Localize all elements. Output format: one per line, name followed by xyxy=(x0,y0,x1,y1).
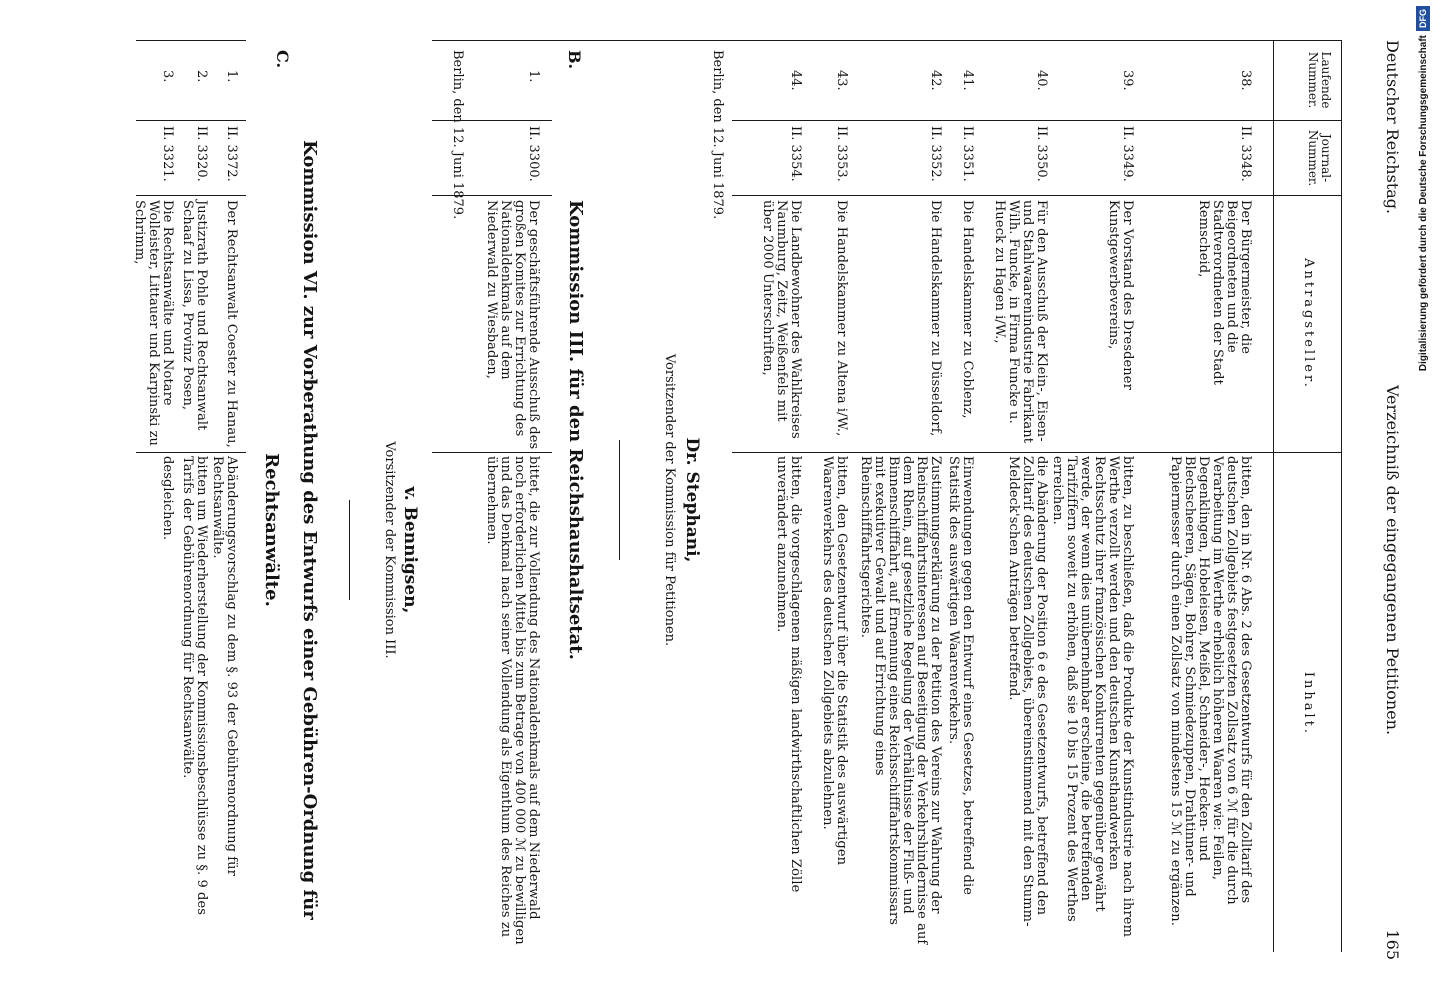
antragsteller-cell: Der geschäftsführende Ausschuß des großen Komites zur Errichtung des Nationaldenkmals auf dem Niederwald zu Wiesbaden, xyxy=(484,200,541,450)
row-number: 42. xyxy=(928,70,943,91)
table-row xyxy=(858,40,946,952)
journal-number: II. 3352. xyxy=(928,126,943,182)
antragsteller-cell: Die Landbewohner des Wahlkreises Naumburg, Zeitz, Weißenfels mit über 2000 Unterschriften, xyxy=(760,200,803,439)
inhalt-cell: desgleichen. xyxy=(160,456,175,541)
table-top-rule xyxy=(1341,40,1342,952)
inhalt-cell: Abänderungsvorschlag zu dem §. 93 der Gebührenordnung für Rechtsanwälte. xyxy=(210,456,239,876)
inhalt-cell: bitten um Wiederherstellung der Kommissionsbeschlüsse zu §. 9 des Tarifs der Gebührenordnung für Rechtsanwälte. xyxy=(180,456,209,916)
inhalt-cell: bittet, die zur Vollendung des Nationaldenkmals auf dem Niederwald noch erforderlichen Mittel bis zum Betrage von 400 000 ℳ zu bewilligen und das Denkmal nach seiner Vollendung als Eigenthum des Reiches zu übernehmen. xyxy=(484,456,541,945)
table-row xyxy=(1144,40,1264,952)
journal-number: II. 3353. xyxy=(834,126,849,182)
column-header-antragsteller: Antragsteller. xyxy=(1301,258,1316,390)
antragsteller-cell: Die Handelskammer zu Altena i/W., xyxy=(834,200,849,437)
antragsteller-cell: Die Handelskammer zu Coblenz, xyxy=(960,200,975,419)
inhalt-cell: bitten, zu beschließen, daß die Produkte der Kunstindustrie nach ihrem Werthe verzollt werden und den deutschen Kunsthandwerken Rechtsschutz ihrer französischen Konkurrenten gegenüber gewährt werde, der wenn dies unübernehmbar erscheine, die betreffenden Tarifziffern soweit zu erhöhen, daß sie 10 bis 15 Prozent des Werthes erreichen. xyxy=(1050,456,1135,937)
section-a-date: Berlin, den 12. Juni 1879. xyxy=(710,50,725,220)
section-b-signature-role: Vorsitzender der Kommission III. xyxy=(382,441,397,659)
row-number: 1. xyxy=(526,70,541,83)
table-row xyxy=(742,40,806,952)
column-header-journal: Journal-Nummer. xyxy=(1306,129,1333,187)
inhalt-cell: Zustimmungserklärung zu der Petition des Vereins zur Wahrung der Rheinschifffahrtsinteressen auf Beseitigung der Verkehrshindernisse auf dem Rhein, auf gesetzliche Regelung der Verhältnisse der Fluß- und Binnenschifffahrt, auf Ernennung eines Reichsschifffahrtskommissars mit exekutiver Gewalt und auf Errichtung eines Rheinschifffahrtsgerichtes. xyxy=(858,456,943,945)
table-row xyxy=(178,40,210,952)
section-b-signature-name: v. Bennigsen, xyxy=(400,486,420,614)
journal-number: II. 3350. xyxy=(1034,126,1049,182)
inhalt-cell: Einwendungen gegen den Entwurf eines Gesetzes, betreffend die Statistik des auswärtigen Waarenverkehrs. xyxy=(946,456,975,896)
journal-number: II. 3349. xyxy=(1120,126,1135,182)
inhalt-cell: bitten, die vorgeschlagenen mäßigen landwirthschaftlichen Zölle unverändert anzunehmen. xyxy=(774,456,803,893)
row-number: 2. xyxy=(194,70,209,83)
section-a-signature-name: Dr. Stephani, xyxy=(682,437,702,563)
row-number: 40. xyxy=(1034,70,1049,91)
table-header-rule xyxy=(1273,40,1274,952)
page-number: 165 xyxy=(1383,929,1402,960)
section-b-letter: B. xyxy=(565,50,584,70)
section-c-title-line2: Rechtsanwälte. xyxy=(261,453,282,607)
row-number: 3. xyxy=(160,70,175,83)
row-number: 44. xyxy=(788,70,803,91)
journal-number: II. 3351. xyxy=(960,126,975,182)
journal-number: II. 3354. xyxy=(788,126,803,182)
section-b-title: Kommission III. für den Reichshaushaltsetat. xyxy=(565,200,586,660)
journal-number: II. 3372. xyxy=(224,126,239,182)
row-number: 39. xyxy=(1120,70,1135,91)
section-a-separator xyxy=(619,440,620,560)
inhalt-cell: die Abänderung der Position 6 e des Gesetzentwurfs, betreffend den Zolltarif des deutschen Zollgebiets, übereinstimmend mit den Stumm-Meldeck'schen Anträgen betreffend. xyxy=(1006,456,1049,927)
journal-number: II. 3300. xyxy=(526,126,541,182)
journal-number: II. 3321. xyxy=(160,126,175,182)
digitization-note-text: Digitalisierung gefördert durch die Deutsche Forschungsgemeinschaft xyxy=(1418,35,1429,372)
section-b-separator xyxy=(349,500,350,600)
column-header-laufende: Laufende Nummer. xyxy=(1306,51,1333,109)
table-row xyxy=(132,40,176,952)
antragsteller-cell: Die Handelskammer zu Düsseldorf, xyxy=(928,200,943,437)
row-number: 1. xyxy=(224,70,239,83)
running-header-left: Deutscher Reichstag. xyxy=(1383,40,1402,215)
table-row xyxy=(1042,40,1142,952)
antragsteller-cell: Justizrath Pohle und Rechtsanwalt Schaaf zu Lissa, Provinz Posen, xyxy=(180,200,209,431)
antragsteller-cell: Der Bürgermeister, die Beigeordneten und die Stadtverordneten der Stadt Remscheid, xyxy=(1196,200,1253,385)
table-row xyxy=(944,40,978,952)
table-row xyxy=(464,40,544,952)
table-row xyxy=(212,40,240,952)
antragsteller-cell: Der Vorstand des Dresdener Kunstgewerbevereins, xyxy=(1106,200,1135,390)
row-number: 43. xyxy=(834,70,849,91)
inhalt-cell: bitten, den Gesetzentwurf über die Statistik des auswärtigen Waarenverkehrs des deutschen Zollgebiets abzulehnen. xyxy=(820,456,849,866)
inhalt-cell: bitten, den in Nr. 6 Abs. 2 des Gesetzentwurfs für den Zolltarif des deutschen Zollgebiets festgesetzten Zollsatz von 6 ℳ für die durch Verarbeitung im Werthe erheblich höheren Waaren wie: Feilen, Degenklingen, Hobeleisen, Meißel, Schneider-, Hecken- und Blechscheeren, Sägen, Bohrer, Schmiedezuppen, Drahtinner- und Papiermesser durch einen Zollsatz von mindestens 15 ℳ zu ergänzen. xyxy=(1168,456,1253,926)
journal-number: II. 3348. xyxy=(1238,126,1253,182)
antragsteller-cell: Der Rechtsanwalt Coester zu Hanau, xyxy=(224,200,239,448)
column-header-inhalt: Inhalt. xyxy=(1301,671,1316,737)
dfg-logo: DFG xyxy=(1416,6,1430,31)
journal-number: II. 3320. xyxy=(194,126,209,182)
section-a-signature-role: Vorsitzender der Kommission für Petitionen. xyxy=(662,353,677,647)
section-c-title-line1: Kommission VI. zur Vorberathung des Entwurfs einer Gebühren-Ordnung für xyxy=(299,140,320,920)
table-row xyxy=(810,40,852,952)
running-header-center: Verzeichniß der eingegangenen Petitionen. xyxy=(1383,384,1402,736)
row-number: 41. xyxy=(960,70,975,91)
section-b-date: Berlin, den 12. Juni 1879. xyxy=(450,50,465,220)
section-c-letter: C. xyxy=(273,50,292,69)
antragsteller-cell: Die Rechtsanwälte und Notare Wolleister, Littauer und Karpinski zu Schrimm, xyxy=(132,200,175,447)
antragsteller-cell: Für den Ausschuß der Klein-, Eisen- und Stahlwaarenindustrie Fabrikant Wilh. Funcke, in Firma Funcke u. Hueck zu Hagen i/W., xyxy=(992,200,1049,444)
digitization-note xyxy=(1416,6,1430,994)
table-row xyxy=(974,40,1054,952)
row-number: 38. xyxy=(1238,70,1253,91)
